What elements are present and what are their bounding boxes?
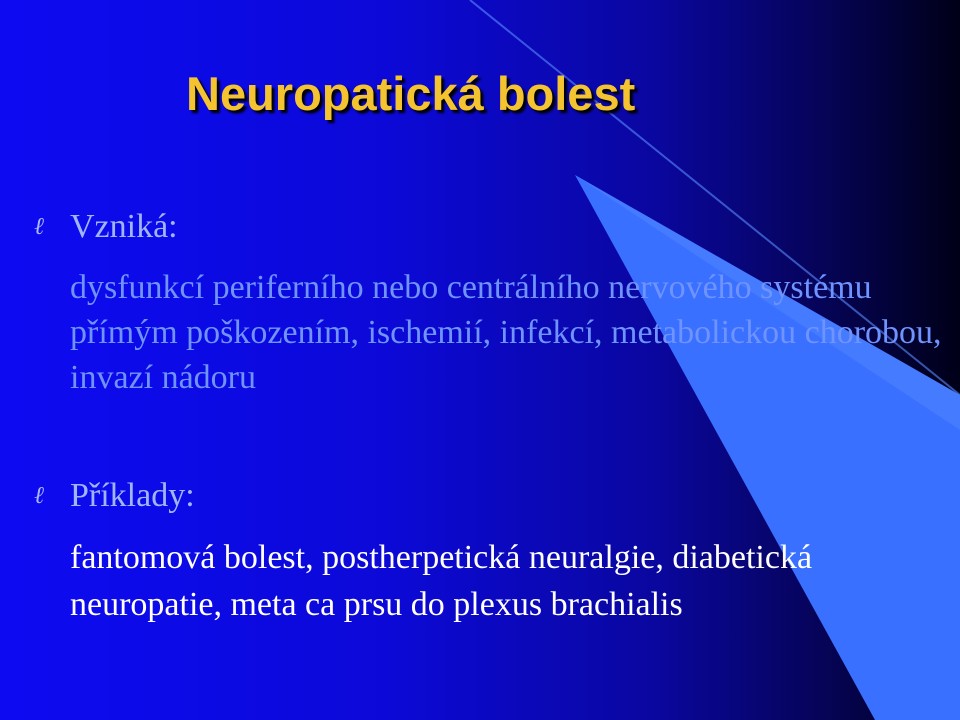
- bullet-label-vznika: Vzniká:: [70, 208, 178, 245]
- bullet-marker: ℓ: [34, 482, 44, 509]
- bullet-text-vznika: dysfunkcí periferního nebo centrálního nervového systému přímým poškozením, ischemií, infekcí, metabolickou chorobou, invazí nádoru: [70, 269, 942, 396]
- bullet-text-priklady: fantomová bolest, postherpetická neuralgie, diabetická neuropatie, meta ca prsu do plexus brachialis: [70, 539, 813, 623]
- bullet-priklady: [34, 477, 195, 515]
- bullet-label-priklady: Příklady:: [70, 477, 195, 514]
- bullet-marker: ℓ: [34, 213, 44, 240]
- bullet-vznika: [34, 208, 178, 246]
- slide-title: Neuropatická bolest: [186, 67, 636, 120]
